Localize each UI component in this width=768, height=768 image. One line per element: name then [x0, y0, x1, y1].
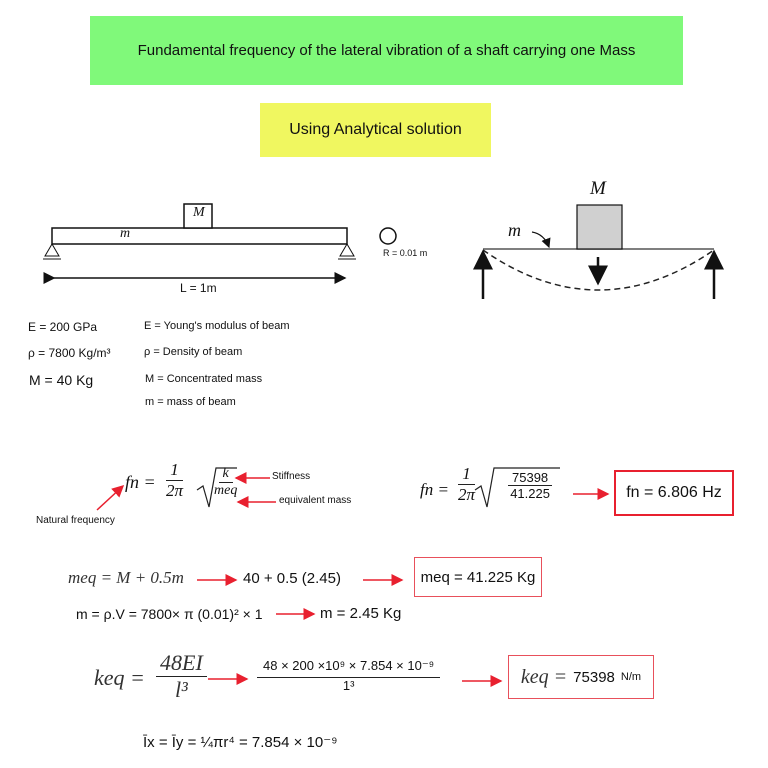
- beam-label: m: [120, 226, 131, 241]
- fn-result-box: [614, 470, 734, 516]
- numerator: 1: [166, 460, 183, 481]
- meq-result: meq = 41.225 Kg: [420, 568, 536, 586]
- denominator: 2π: [458, 485, 476, 504]
- m-result: m = 2.45 Kg: [320, 605, 402, 622]
- fn-values-lhs: fn =: [420, 480, 449, 499]
- equivalent-mass-label: equivalent mass: [279, 495, 352, 506]
- keq-lhs: keq =: [94, 665, 145, 690]
- cross-section-circle: [380, 228, 396, 244]
- fn-lhs: fn =: [125, 472, 156, 492]
- support-right: [338, 244, 356, 259]
- k-over-meq: [214, 466, 237, 499]
- meq-result-box: [414, 557, 542, 597]
- one-over-two-pi: [166, 460, 183, 501]
- beam: [52, 228, 347, 244]
- denominator: 1³: [342, 678, 355, 693]
- beam-pointer-arrow: [532, 232, 549, 247]
- denominator: 2π: [166, 481, 184, 500]
- mass-label: M: [193, 205, 205, 220]
- radius-label: R = 0.01 m: [383, 248, 428, 258]
- numerator: k: [219, 466, 233, 483]
- title: Fundamental frequency of the lateral vibration of a shaft carrying one Mass: [137, 42, 636, 59]
- mass-label-right: M: [590, 178, 606, 199]
- numerator: 48EI: [156, 650, 207, 677]
- property-definition: M = Concentrated mass: [145, 373, 263, 385]
- property-value: ρ = 7800 Kg/m³: [28, 346, 111, 360]
- m-formula: m = ρ.V = 7800× π (0.01)² × 1: [76, 606, 263, 622]
- subtitle: Using Analytical solution: [289, 121, 462, 138]
- denominator: l³: [175, 677, 188, 702]
- property-value: M = 40 Kg: [29, 372, 94, 388]
- keq-result-value: 75398: [573, 668, 615, 686]
- numerator: 48 × 200 ×10⁹ × 7.854 × 10⁻⁹: [257, 658, 440, 678]
- keq-substitution: [257, 658, 440, 693]
- denominator: meq: [214, 483, 238, 498]
- meq-formula: meq = M + 0.5m: [68, 568, 184, 587]
- stiffness-label: Stiffness: [272, 471, 311, 482]
- property-definition: ρ = Density of beam: [144, 346, 243, 358]
- property-value: E = 200 GPa: [28, 320, 98, 334]
- property-definition: m = mass of beam: [145, 396, 236, 408]
- natural-frequency-label: Natural frequency: [36, 515, 115, 526]
- one-over-two-pi-values: [458, 464, 475, 505]
- inertia-formula: Īx = Īy = ¼πr⁴ = 7.854 × 10⁻⁹: [143, 734, 338, 751]
- denominator: 41.225: [510, 486, 550, 501]
- numerator: 75398: [508, 470, 552, 486]
- keq-result-box: [508, 655, 654, 699]
- k-over-meq-values: [508, 470, 552, 501]
- support-left: [43, 244, 61, 259]
- beam-label-right: m: [508, 220, 521, 240]
- fn-result: fn = 6.806 Hz: [626, 484, 722, 501]
- numerator: 1: [458, 464, 475, 485]
- length-label: L = 1m: [180, 281, 217, 295]
- property-definition: E = Young's modulus of beam: [144, 320, 290, 332]
- mass-block-right: [577, 205, 622, 249]
- keq-result-unit: N/m: [620, 671, 642, 683]
- keq-result-lhs: keq =: [520, 665, 568, 688]
- meq-substitution: 40 + 0.5 (2.45): [243, 570, 341, 587]
- keq-fraction: [156, 650, 207, 703]
